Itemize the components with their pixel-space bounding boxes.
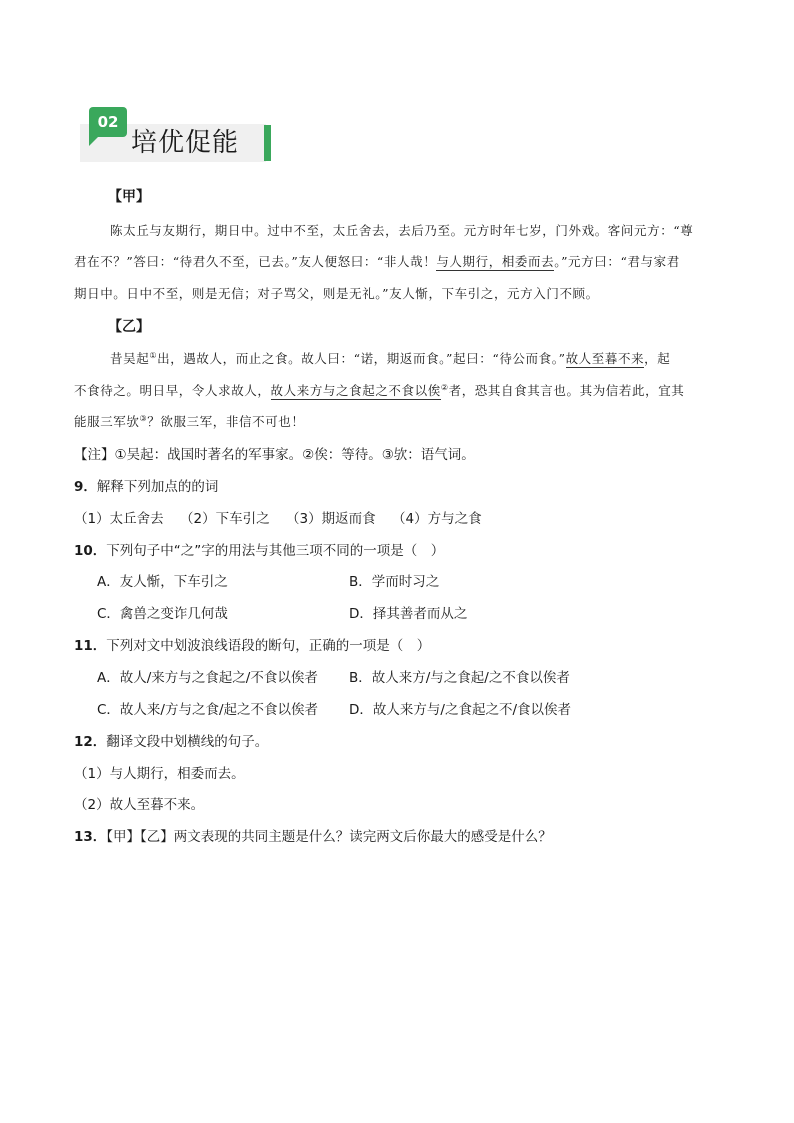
passage-yi-text: 昔吴起 bbox=[110, 351, 150, 366]
passage-yi-line-2 bbox=[74, 381, 684, 399]
passage-jia-text: 君在不？”答曰：“待君久不至，已去。”友人便怒曰：“非人哉！ bbox=[74, 254, 437, 269]
passage-jia-line-2 bbox=[74, 252, 680, 270]
passage-yi-text: 不食待之。明日早，令人求故人， bbox=[74, 383, 271, 398]
question-9 bbox=[74, 475, 218, 495]
question-number: 13． bbox=[74, 829, 107, 845]
question-12-item-1: （1）与人期行，相委而去。 bbox=[74, 766, 245, 782]
passage-yi-text: ，起 bbox=[644, 351, 671, 366]
passage-yi-text: ？欲服三军，非信不可也！ bbox=[147, 414, 305, 429]
passage-yi-text: 能服三军欤 bbox=[74, 414, 140, 429]
badge-tail bbox=[89, 137, 98, 146]
passage-yi-text: 出，遇故人，而止之食。故人曰：“诺，期返而食。”起曰：“待公而食。” bbox=[157, 351, 566, 366]
passage-jia-text: 。”元方曰：“君与家君 bbox=[554, 254, 680, 269]
question-12 bbox=[74, 730, 268, 750]
question-9-item-1: （1）太丘舍去 bbox=[74, 511, 164, 527]
question-10-option-a[interactable]: A．友人惭，下车引之 bbox=[97, 574, 228, 590]
passage-jia-label: 【甲】 bbox=[108, 189, 150, 205]
passage-yi-line-3 bbox=[74, 412, 305, 430]
question-9-item-4: （4）方与之食 bbox=[392, 511, 482, 527]
wavy-underlined-sentence: 故人来方与之食起之不食以俟 bbox=[270, 383, 441, 398]
annotation-note: 【注】①吴起：战国时著名的军事家。②俟：等待。③欤：语气词。 bbox=[74, 447, 475, 463]
question-10-option-d[interactable]: D．择其善者而从之 bbox=[349, 606, 468, 622]
passage-yi-text: 者，恐其自食其言也。其为信若此，宜其 bbox=[448, 383, 685, 398]
question-10-option-c[interactable]: C．禽兽之变诈几何哉 bbox=[97, 606, 228, 622]
footnote-marker: ① bbox=[149, 350, 158, 360]
passage-jia-line-3: 期日中。日中不至，则是无信；对子骂父，则是无礼。”友人惭，下车引之，元方入门不顾。 bbox=[74, 286, 599, 301]
passage-jia-line-1: 陈太丘与友期行，期日中。过中不至，太丘舍去，去后乃至。元方时年七岁，门外戏。客问元方：“尊 bbox=[110, 223, 694, 238]
question-11 bbox=[74, 634, 430, 654]
footnote-marker: ② bbox=[440, 382, 449, 392]
question-number: 10． bbox=[74, 543, 107, 559]
question-text: 翻译文段中划横线的句子。 bbox=[106, 734, 269, 750]
question-text: 【甲】【乙】两文表现的共同主题是什么？读完两文后你最大的感受是什么？ bbox=[106, 829, 552, 845]
section-title: 培优促能 bbox=[131, 128, 240, 158]
question-number: 12． bbox=[74, 734, 107, 750]
passage-yi-line-1 bbox=[110, 349, 670, 367]
question-12-item-2: （2）故人至暮不来。 bbox=[74, 797, 205, 813]
question-text: 下列句子中“之”字的用法与其他三项不同的一项是（ ） bbox=[106, 543, 445, 559]
question-10-option-b[interactable]: B．学而时习之 bbox=[349, 574, 440, 590]
section-accent-bar bbox=[264, 125, 271, 161]
question-text: 解释下列加点的的词 bbox=[96, 479, 219, 495]
question-number: 11． bbox=[74, 638, 107, 654]
question-11-option-b[interactable]: B．故人来方/与之食起/之不食以俟者 bbox=[349, 670, 570, 686]
question-number: 9． bbox=[74, 479, 97, 495]
question-11-option-c[interactable]: C．故人来/方与之食/起之不食以俟者 bbox=[97, 702, 319, 718]
question-11-option-d[interactable]: D．故人来方与/之食起之不/食以俟者 bbox=[349, 702, 571, 718]
underlined-sentence: 与人期行，相委而去 bbox=[436, 254, 555, 269]
underlined-sentence: 故人至暮不来 bbox=[565, 351, 645, 366]
question-9-item-2: （2）下车引之 bbox=[180, 511, 270, 527]
section-number-badge: 02 bbox=[89, 107, 127, 137]
passage-yi-label: 【乙】 bbox=[108, 319, 150, 335]
footnote-marker: ③ bbox=[139, 413, 148, 423]
question-text: 下列对文中划波浪线语段的断句，正确的一项是（ ） bbox=[106, 638, 431, 654]
question-13 bbox=[74, 825, 552, 845]
question-10 bbox=[74, 539, 444, 559]
question-9-item-3: （3）期返而食 bbox=[286, 511, 376, 527]
question-11-option-a[interactable]: A．故人/来方与之食起之/不食以俟者 bbox=[97, 670, 318, 686]
